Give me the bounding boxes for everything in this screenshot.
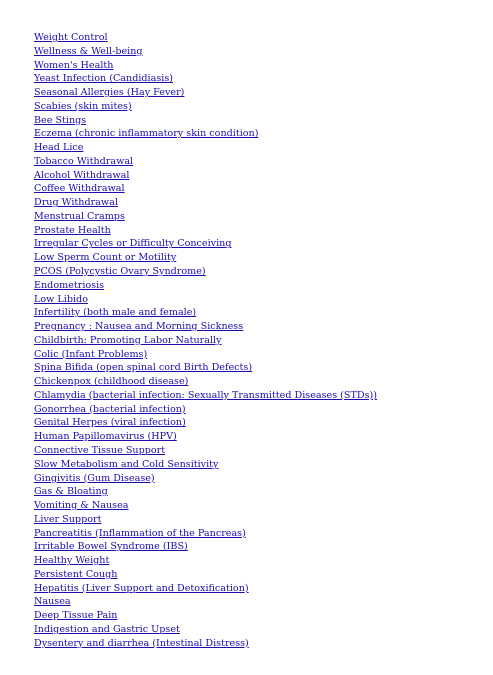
link-pancreatitis[interactable]: Pancreatitis (Inflammation of the Pancreas) (34, 527, 246, 539)
link-infertility[interactable]: Infertility (both male and female) (34, 307, 197, 319)
list-item (34, 167, 377, 181)
list-item (34, 112, 377, 126)
list-item (34, 456, 377, 470)
link-endometriosis[interactable]: Endometriosis (34, 279, 105, 291)
link-hpv[interactable]: Human Papillomavirus (HPV) (34, 431, 177, 443)
link-chlamydia[interactable]: Chlamydia (bacterial infection: Sexually Transmitted Diseases (STDs)) (34, 389, 377, 401)
link-spina-bifida[interactable]: Spina Bifida (open spinal cord Birth Defects) (34, 362, 253, 374)
link-vomiting-nausea[interactable]: Vomiting & Nausea (34, 500, 129, 512)
list-item (34, 470, 377, 484)
list-item (34, 538, 377, 552)
list-item (34, 263, 377, 277)
list-item (34, 428, 377, 442)
link-seasonal-allergies[interactable]: Seasonal Allergies (Hay Fever) (34, 87, 185, 99)
link-low-libido[interactable]: Low Libido (34, 293, 88, 305)
list-item (34, 442, 377, 456)
link-alcohol-withdrawal[interactable]: Alcohol Withdrawal (34, 169, 130, 181)
link-coffee-withdrawal[interactable]: Coffee Withdrawal (34, 183, 125, 195)
list-item (34, 180, 377, 194)
list-item (34, 414, 377, 428)
list-item (34, 291, 377, 305)
list-item (34, 208, 377, 222)
link-connective-tissue[interactable]: Connective Tissue Support (34, 444, 166, 456)
list-item (34, 249, 377, 263)
list-item (34, 387, 377, 401)
list-item (34, 84, 377, 98)
list-item (34, 98, 377, 112)
health-topics-link-list (34, 29, 377, 648)
link-childbirth[interactable]: Childbirth: Promoting Labor Naturally (34, 334, 222, 346)
list-item (34, 373, 377, 387)
link-scabies[interactable]: Scabies (skin mites) (34, 100, 132, 112)
link-irregular-cycles[interactable]: Irregular Cycles or Difficulty Conceiving (34, 238, 232, 250)
link-head-lice[interactable]: Head Lice (34, 142, 84, 154)
list-item (34, 332, 377, 346)
list-item (34, 483, 377, 497)
list-item (34, 222, 377, 236)
list-item (34, 497, 377, 511)
link-gingivitis[interactable]: Gingivitis (Gum Disease) (34, 472, 155, 484)
list-item (34, 346, 377, 360)
list-item (34, 621, 377, 635)
link-weight-control[interactable]: Weight Control (34, 32, 108, 43)
link-prostate-health[interactable]: Prostate Health (34, 224, 111, 236)
list-item (34, 57, 377, 71)
link-menstrual-cramps[interactable]: Menstrual Cramps (34, 210, 125, 222)
link-low-sperm-count[interactable]: Low Sperm Count or Motility (34, 252, 177, 264)
list-item (34, 552, 377, 566)
link-eczema[interactable]: Eczema (chronic inflammatory skin condition) (34, 128, 259, 140)
list-item (34, 70, 377, 84)
list-item (34, 593, 377, 607)
list-item (34, 511, 377, 525)
link-indigestion[interactable]: Indigestion and Gastric Upset (34, 623, 180, 635)
link-deep-tissue-pain[interactable]: Deep Tissue Pain (34, 610, 118, 622)
list-item (34, 125, 377, 139)
list-item (34, 43, 377, 57)
list-item (34, 139, 377, 153)
link-tobacco-withdrawal[interactable]: Tobacco Withdrawal (34, 155, 134, 167)
list-item (34, 194, 377, 208)
link-womens-health[interactable]: Women's Health (34, 59, 114, 71)
list-item (34, 359, 377, 373)
link-gas-bloating[interactable]: Gas & Bloating (34, 486, 108, 498)
link-bee-stings[interactable]: Bee Stings (34, 114, 87, 126)
list-item (34, 635, 377, 649)
link-ibs[interactable]: Irritable Bowel Syndrome (IBS) (34, 541, 188, 553)
link-gonorrhea[interactable]: Gonorrhea (bacterial infection) (34, 403, 186, 415)
link-pcos[interactable]: PCOS (Polycystic Ovary Syndrome) (34, 266, 206, 278)
list-item (34, 277, 377, 291)
link-persistent-cough[interactable]: Persistent Cough (34, 568, 118, 580)
link-yeast-infection[interactable]: Yeast Infection (Candidiasis) (34, 73, 174, 85)
link-hepatitis[interactable]: Hepatitis (Liver Support and Detoxification) (34, 582, 249, 594)
link-genital-herpes[interactable]: Genital Herpes (viral infection) (34, 417, 186, 429)
list-item (34, 235, 377, 249)
link-colic[interactable]: Colic (Infant Problems) (34, 348, 148, 360)
link-healthy-weight[interactable]: Healthy Weight (34, 555, 110, 567)
link-drug-withdrawal[interactable]: Drug Withdrawal (34, 197, 118, 209)
link-chickenpox[interactable]: Chickenpox (childhood disease) (34, 376, 189, 388)
link-pregnancy-nausea[interactable]: Pregnancy : Nausea and Morning Sickness (34, 321, 244, 333)
list-item (34, 304, 377, 318)
list-item (34, 525, 377, 539)
list-item (34, 318, 377, 332)
list-item (34, 580, 377, 594)
link-slow-metabolism[interactable]: Slow Metabolism and Cold Sensitivity (34, 458, 219, 470)
list-item (34, 29, 377, 43)
link-liver-support[interactable]: Liver Support (34, 513, 102, 525)
link-wellness-well-being[interactable]: Wellness & Well-being (34, 45, 143, 57)
list-item (34, 401, 377, 415)
link-dysentery[interactable]: Dysentery and diarrhea (Intestinal Distress) (34, 637, 249, 649)
list-item (34, 607, 377, 621)
list-item (34, 153, 377, 167)
list-item (34, 566, 377, 580)
link-nausea[interactable]: Nausea (34, 596, 71, 608)
